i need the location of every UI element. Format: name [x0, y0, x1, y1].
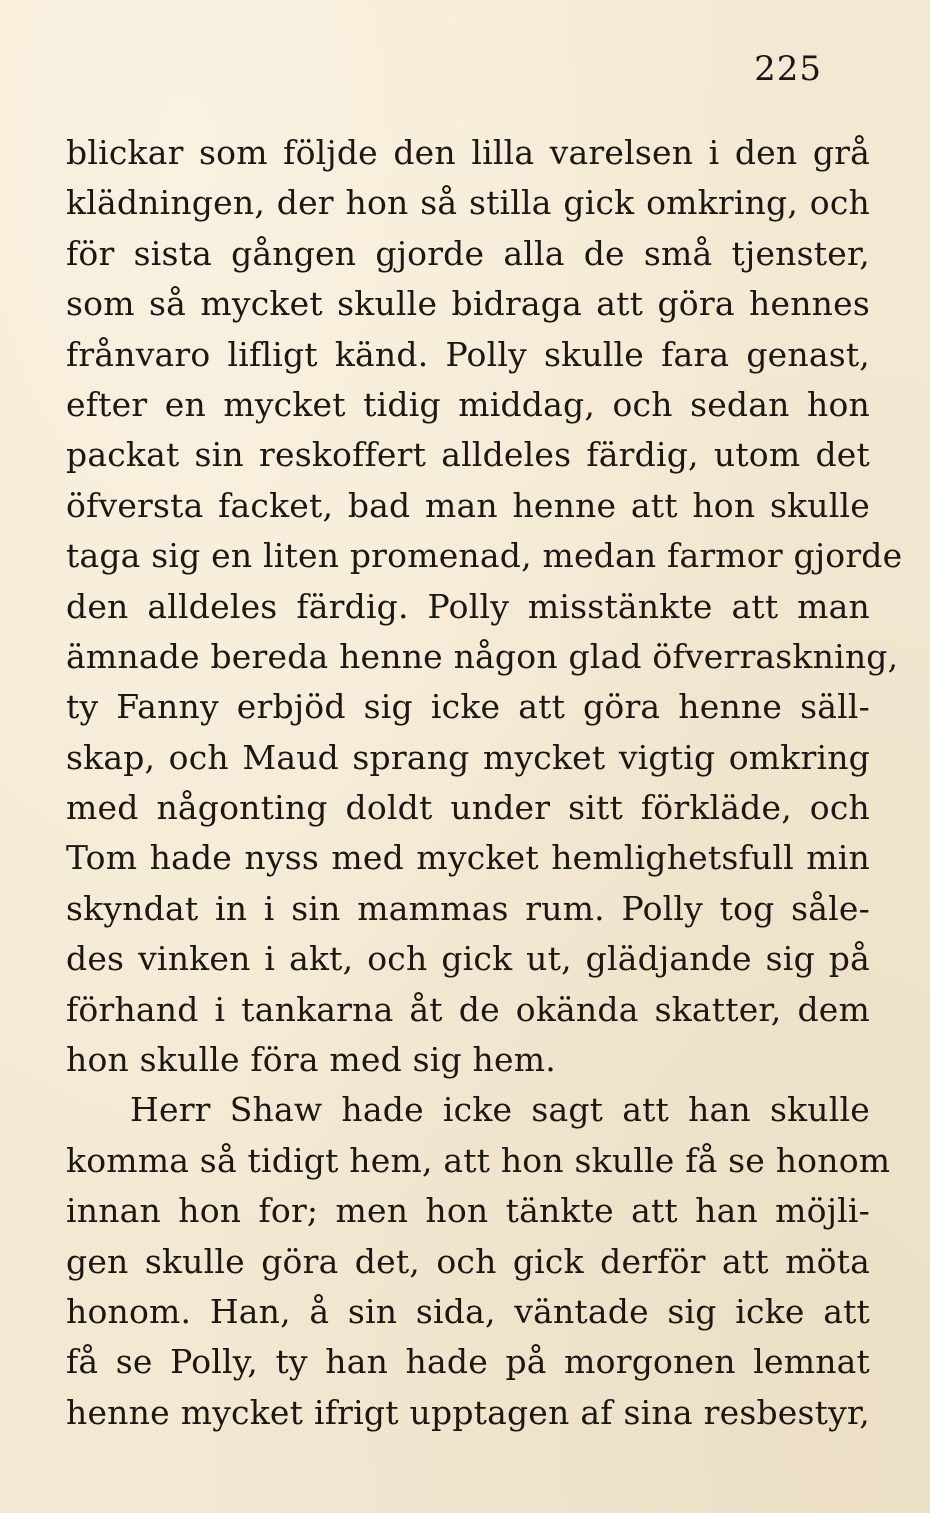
text-line: få se Polly, ty han hade på morgonen lemnat: [66, 1342, 870, 1382]
text-line: henne mycket ifrigt upptagen af sina resbestyr,: [66, 1392, 870, 1432]
text-line: packat sin reskoffert alldeles färdig, utom det: [66, 435, 870, 475]
text-line: förhand i tankarna åt de okända skatter, dem: [66, 989, 870, 1029]
text-line: ty Fanny erbjöd sig icke att göra henne säll-: [66, 687, 870, 727]
text-line: hon skulle föra med sig hem.: [66, 1040, 556, 1080]
text-line: Herr Shaw hade icke sagt att han skulle: [130, 1090, 870, 1130]
text-line: skyndat in i sin mammas rum. Polly tog såle-: [66, 888, 870, 928]
text-line: ämnade bereda henne någon glad öfverraskning,: [66, 636, 899, 676]
text-line: skap, och Maud sprang mycket vigtig omkring: [66, 737, 870, 777]
text-line: taga sig en liten promenad, medan farmor gjorde: [66, 536, 903, 576]
body-text: [66, 128, 903, 1438]
text-line: för sista gången gjorde alla de små tjenster,: [66, 233, 870, 273]
text-line: den alldeles färdig. Polly misstänkte att man: [66, 586, 870, 626]
text-line: Tom hade nyss med mycket hemlighetsfull min: [66, 838, 870, 878]
text-line: komma så tidigt hem, att hon skulle få se honom: [66, 1140, 891, 1180]
text-line: gen skulle göra det, och gick derför att möta: [66, 1241, 870, 1281]
text-line: honom. Han, å sin sida, väntade sig icke att: [66, 1291, 870, 1331]
text-line: des vinken i akt, och gick ut, glädjande sig på: [66, 939, 870, 979]
text-line: klädningen, der hon så stilla gick omkring, och: [66, 183, 870, 223]
text-line: efter en mycket tidig middag, och sedan hon: [66, 384, 870, 424]
text-line: med någonting doldt under sitt förkläde, och: [66, 788, 870, 828]
text-line: frånvaro lifligt känd. Polly skulle fara genast,: [66, 334, 870, 374]
text-line: som så mycket skulle bidraga att göra hennes: [66, 284, 870, 324]
text-line: innan hon for; men hon tänkte att han möjli-: [66, 1191, 870, 1231]
text-line: öfversta facket, bad man henne att hon skulle: [66, 485, 870, 525]
page-number: 225: [754, 49, 822, 89]
text-line: blickar som följde den lilla varelsen i den grå: [66, 133, 870, 172]
